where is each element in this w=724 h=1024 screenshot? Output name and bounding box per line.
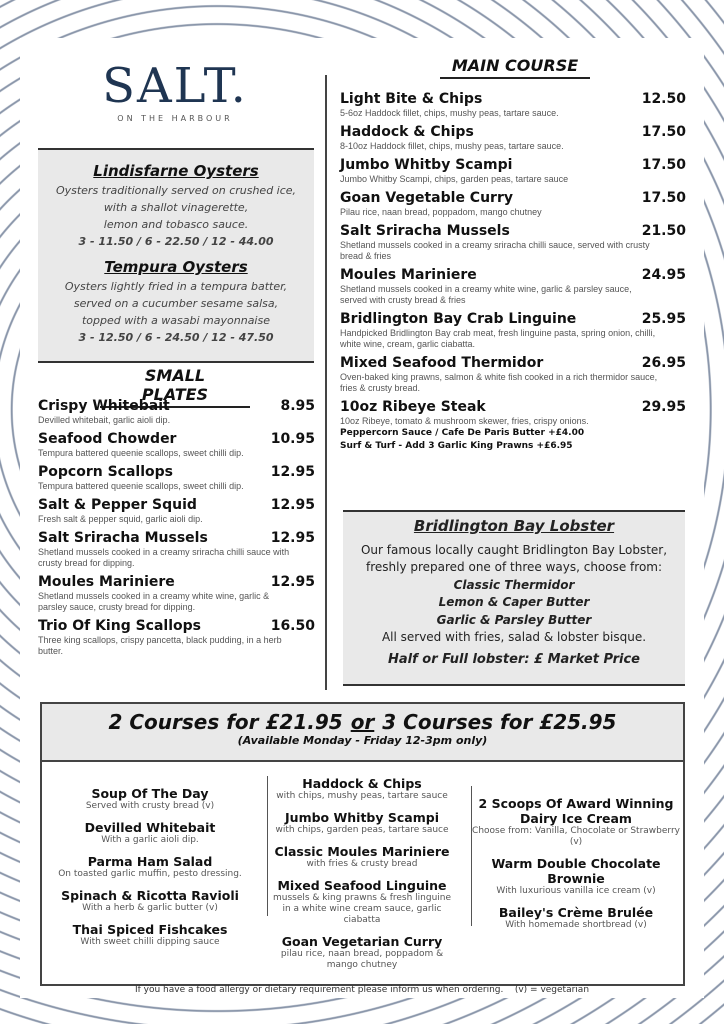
set-item-name: Warm Double Chocolate Brownie [491,856,661,886]
starters-column [50,786,250,956]
set-item-desc: On toasted garlic muffin, pesto dressing. [58,869,242,879]
menu-item [340,190,686,218]
set-item-desc: with chips, mushy peas, tartare sauce [276,791,448,801]
item-desc: Jumbo Whitby Scampi, chips, garden peas, tartare sauce [340,174,569,184]
item-price: 12.95 [270,497,315,513]
set-item-desc: mussels & king prawns & fresh linguine in a white wine cream sauce, garlic ciabatta [272,893,452,925]
set-item-name: Soup Of The Day [91,786,209,801]
item-desc: Shetland mussels cooked in a creamy white wine, garlic & parsley sauce, served with crusty bread & fries [340,284,632,305]
item-name: Seafood Chowder [38,431,177,447]
item-price: 12.50 [641,91,686,107]
veg-key: (v) = vegetarian [514,985,590,995]
item-name: Bridlington Bay Crab Linguine [340,311,577,327]
oyster-desc: served on a cucumber sesame salsa, [73,297,279,310]
lobster-way: Garlic & Parsley Butter [436,612,592,627]
item-desc: Pilau rice, naan bread, poppadom, mango chutney [340,207,542,217]
set-item-name: Devilled Whitebait [84,820,216,835]
set-item-name: Haddock & Chips [302,776,422,791]
item-price: 16.50 [270,618,315,634]
main-course-title: MAIN COURSE [440,56,590,79]
item-price: 25.95 [641,311,686,327]
menu-item [38,497,315,525]
set-item-desc: pilau rice, naan bread, poppadom & mango chutney [280,949,444,970]
item-desc: Handpicked Bridlington Bay crab meat, fresh linguine pasta, spring onion, chilli, white wine, cream, garlic ciabatta. [340,328,656,349]
item-extra: Surf & Turf - Add 3 Garlic King Prawns +£6.95 [340,441,573,451]
set-item-desc: With sweet chilli dipping sauce [80,937,220,947]
item-desc: Three king scallops, crispy pancetta, black pudding, in a herb butter. [38,635,282,656]
set-item-name: Thai Spiced Fishcakes [72,922,228,937]
set-item-name: Bailey's Crème Brulée [498,905,654,920]
oyster-prices: 3 - 12.50 / 6 - 24.50 / 12 - 47.50 [78,331,274,344]
lobster-price: Half or Full lobster: £ Market Price [387,651,641,667]
item-price: 17.50 [641,124,686,140]
item-name: Moules Mariniere [38,574,175,590]
small-plates-list [38,398,315,662]
set-item-name: Parma Ham Salad [87,854,213,869]
set-item-name: Spinach & Ricotta Ravioli [61,888,239,903]
oyster-desc: Oysters lightly fried in a tempura batter, [64,280,288,293]
menu-item [38,574,315,613]
item-desc: Fresh salt & pepper squid, garlic aioli dip. [38,514,203,524]
item-price: 24.95 [641,267,686,283]
lobster-intro: freshly prepared one of three ways, choose from: [365,560,663,574]
set-item-desc: With a herb & garlic butter (v) [82,903,218,913]
lobster-intro: Our famous locally caught Bridlington Bay Lobster, [360,542,668,557]
availability: (Available Monday - Friday 12-3pm only) [237,734,488,747]
item-name: Salt Sriracha Mussels [340,223,510,239]
item-price: 26.95 [641,355,686,371]
set-item-desc: With homemade shortbread (v) [505,920,647,930]
item-name: Popcorn Scallops [38,464,173,480]
menu-item [38,464,315,492]
menu-item [340,223,686,262]
set-item-name: 2 Scoops Of Award Winning Dairy Ice Cream [478,796,674,826]
menu-item [38,530,315,569]
or-label: or [350,710,375,734]
set-menu-box [40,702,685,986]
menu-item [340,267,686,306]
lobster-way: Classic Thermidor [453,577,575,592]
menu-item [38,431,315,459]
item-name: Mixed Seafood Thermidor [340,355,544,371]
item-desc: 10oz Ribeye, tomato & mushroom skewer, fries, crispy onions. [340,416,589,426]
lobster-way: Lemon & Caper Butter [438,595,590,609]
item-name: Crispy Whitebait [38,398,170,414]
menu-item [340,355,686,394]
item-price: 21.50 [641,223,686,239]
menu-item [340,157,686,185]
set-item-name: Jumbo Whitby Scampi [285,810,439,825]
set-item-name: Goan Vegetarian Curry [281,934,443,949]
lobster-title: Bridlington Bay Lobster [413,517,615,535]
item-desc: 5-6oz Haddock fillet, chips, mushy peas, tartare sauce. [340,108,559,118]
oyster-desc: Oysters traditionally served on crushed ice, [55,184,297,197]
menu-item [340,399,686,453]
three-course-price: 3 Courses for £25.95 [382,710,617,734]
oyster-desc: with a shallot vinagerette, [103,201,249,214]
item-price: 12.95 [270,464,315,480]
menu-item [38,398,315,426]
item-name: Jumbo Whitby Scampi [340,157,513,173]
item-price: 12.95 [270,574,315,590]
item-name: Trio Of King Scallops [38,618,201,634]
two-course-price: 2 Courses for £21.95 [108,710,343,734]
set-item-desc: with fries & crusty bread [306,859,418,869]
item-desc: Tempura battered queenie scallops, sweet chilli dip. [38,448,244,458]
desserts-column [472,796,680,939]
menu-item [340,91,686,119]
menu-item [340,311,686,350]
item-price: 17.50 [641,190,686,206]
item-price: 29.95 [641,399,686,415]
logo-tagline: ON THE HARBOUR [117,114,233,123]
item-desc: Oven-baked king prawns, salmon & white fish cooked in a rich thermidor sauce, fries & crusty bread. [340,372,658,393]
set-item-desc: with chips, garden peas, tartare sauce [275,825,449,835]
column-divider [267,776,268,916]
item-desc: Tempura battered queenie scallops, sweet chilli dip. [38,481,244,491]
oyster-title: Tempura Oysters [104,258,248,276]
oyster-desc: topped with a wasabi mayonnaise [81,314,270,327]
allergy-note: If you have a food allergy or dietary requirement please inform us when ordering. [134,985,504,995]
oyster-prices: 3 - 11.50 / 6 - 22.50 / 12 - 44.00 [78,235,274,248]
set-item-desc: With luxurious vanilla ice cream (v) [496,886,656,896]
item-desc: 8-10oz Haddock fillet, chips, mushy peas, tartare sauce. [340,141,564,151]
item-price: 10.95 [270,431,315,447]
item-name: Salt Sriracha Mussels [38,530,208,546]
item-price: 12.95 [270,530,315,546]
main-course-list [340,91,686,458]
set-item-desc: Choose from: Vanilla, Chocolate or Strawberry (v) [472,826,680,847]
set-item-name: Mixed Seafood Linguine [277,878,447,893]
logo-name: SALT. [102,58,248,114]
item-name: Haddock & Chips [340,124,474,140]
item-desc: Devilled whitebait, garlic aioli dip. [38,415,171,425]
item-name: Salt & Pepper Squid [38,497,197,513]
item-name: Goan Vegetable Curry [340,190,513,206]
footer [0,985,724,995]
set-item-desc: With a garlic aioli dip. [101,835,199,845]
column-divider [325,75,327,690]
oyster-desc: lemon and tobasco sauce. [103,218,249,231]
oysters-box [38,148,314,363]
lobster-box [343,510,685,686]
item-name: Moules Mariniere [340,267,477,283]
set-menu-header [42,704,683,762]
set-item-desc: Served with crusty bread (v) [85,801,215,811]
item-name: 10oz Ribeye Steak [340,399,486,415]
mains-column [272,776,452,979]
oyster-title: Lindisfarne Oysters [93,162,259,180]
lobster-served: All served with fries, salad & lobster bisque. [381,630,647,644]
small-plates-title: SMALL PLATES [100,366,250,408]
menu-item [38,618,315,657]
menu-item [340,124,686,152]
item-desc: Shetland mussels cooked in a creamy sriracha chilli sauce with crusty bread for dipping. [38,547,290,568]
item-desc: Shetland mussels cooked in a creamy white wine, garlic & parsley sauce, crusty bread for dipping. [38,591,270,612]
item-desc: Shetland mussels cooked in a creamy sriracha chilli sauce, served with crusty bread & fries [340,240,650,261]
item-price: 17.50 [641,157,686,173]
item-price: 8.95 [280,398,315,414]
set-item-name: Classic Moules Mariniere [274,844,450,859]
logo [80,58,270,123]
item-name: Light Bite & Chips [340,91,483,107]
item-extra: Peppercorn Sauce / Cafe De Paris Butter +£4.00 [340,428,585,438]
